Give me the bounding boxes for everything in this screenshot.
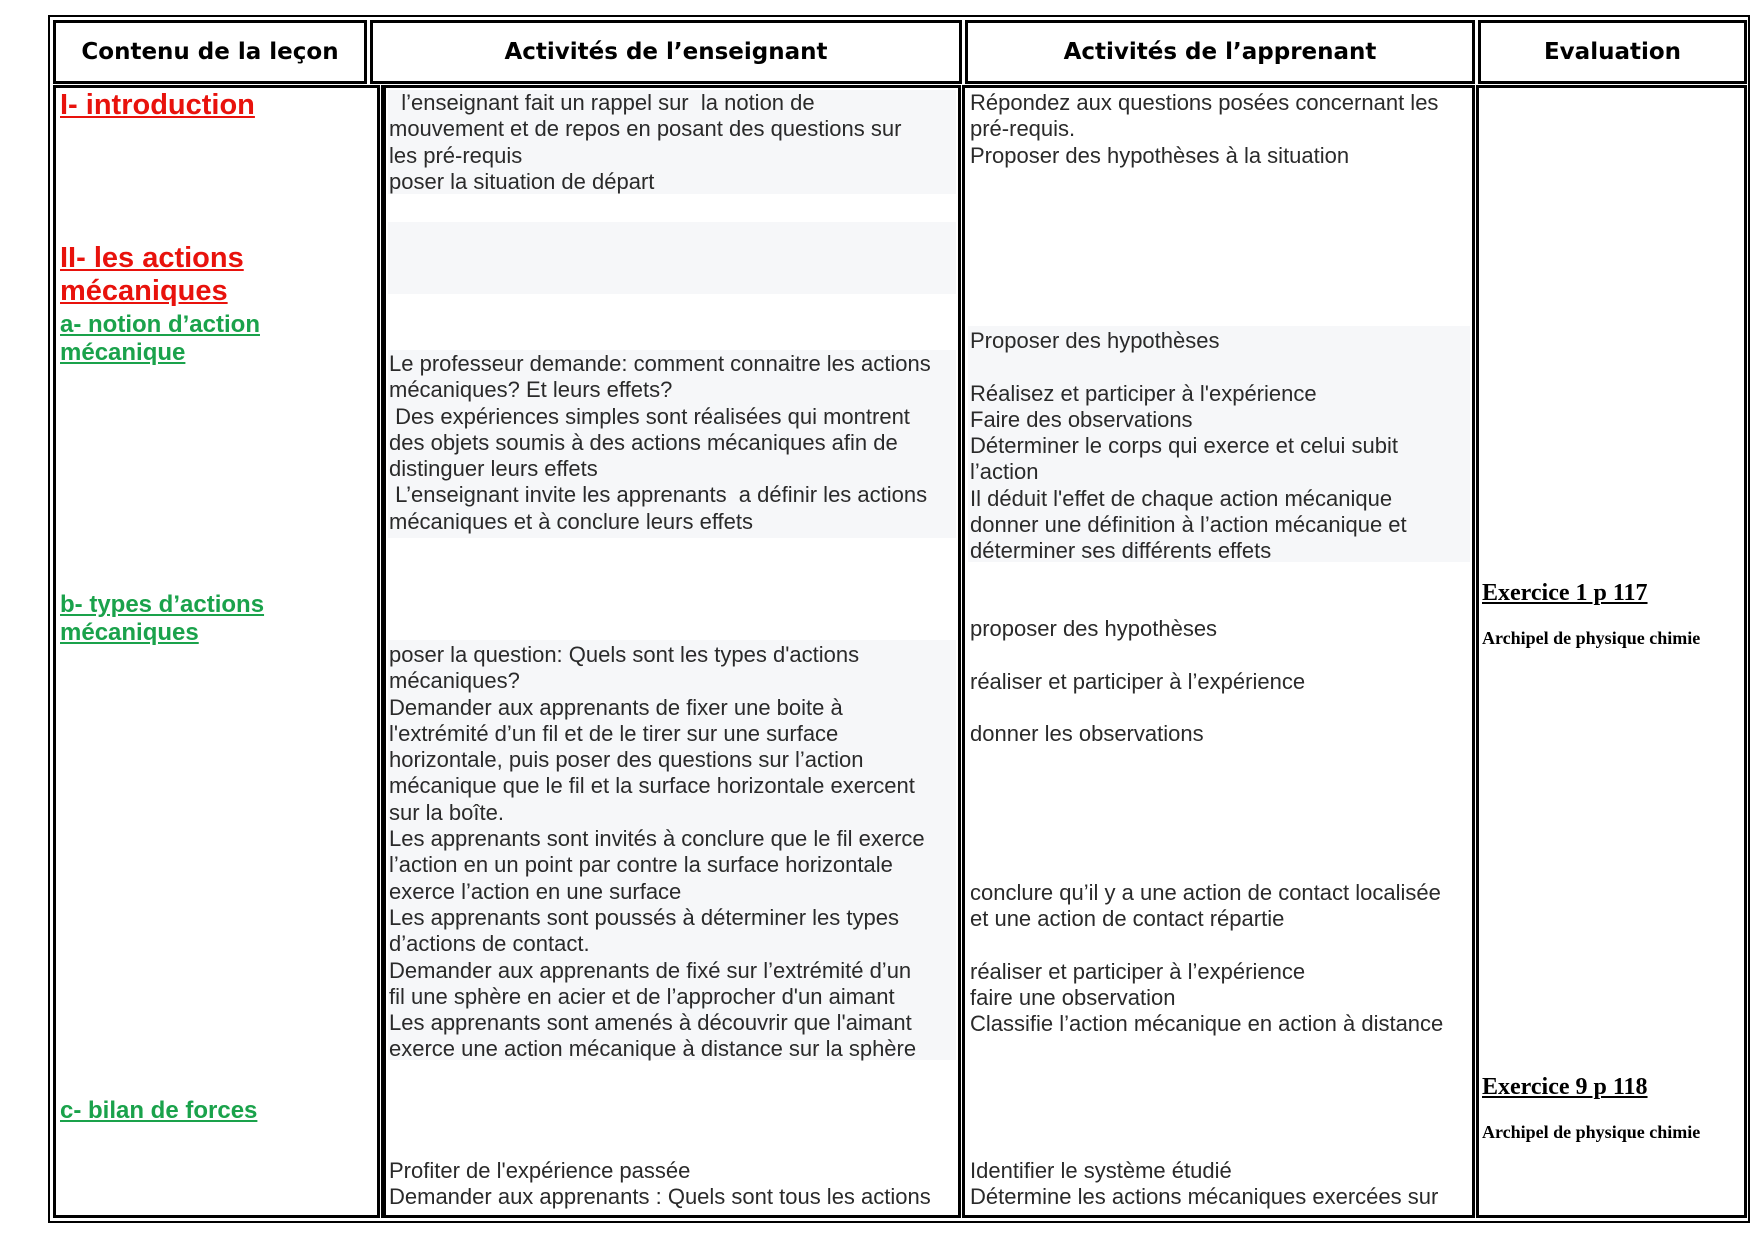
header-contenu-label: Contenu de la leçon (81, 39, 339, 65)
header-evaluation (1478, 20, 1747, 84)
subsection-notion-line1: a- notion d’action (60, 311, 260, 338)
text-line: Profiter de l'expérience passée (389, 1158, 691, 1183)
apprenant-block-5 (970, 1158, 1438, 1211)
text-line: l’enseignant fait un rappel sur la notion de (389, 90, 815, 115)
section-actions-line2: mécaniques (60, 275, 228, 307)
text-line: déterminer ses différents effets (970, 538, 1272, 564)
text-line: poser la situation de départ (389, 168, 655, 194)
text-line: exerce l’action en une surface (389, 878, 682, 904)
header-apprenant-label: Activités de l’apprenant (1063, 39, 1377, 65)
exercise-1-title: Exercice 1 p 117 (1482, 580, 1648, 606)
text-line: des objets soumis à des actions mécaniques afin de (389, 429, 898, 455)
header-apprenant (965, 20, 1475, 84)
text-line: conclure qu’il y a une action de contact localisée (970, 880, 1441, 905)
text-line: donner une définition à l’action mécanique et (970, 512, 1407, 538)
text-line: Des expériences simples sont réalisées qui montrent (389, 403, 910, 429)
text-line: Réalisez et participer à l'expérience (970, 380, 1317, 406)
section-actions-line1: II- les actions (60, 242, 244, 274)
apprenant-block-2 (970, 328, 1407, 565)
text-line: mouvement et de repos en posant des questions sur (389, 116, 902, 142)
text-line: Proposer des hypothèses (970, 328, 1220, 353)
text-line: Faire des observations (970, 406, 1193, 432)
header-contenu (53, 20, 367, 84)
enseignant-block-4 (389, 1158, 931, 1211)
text-line: et une action de contact répartie (970, 906, 1285, 932)
text-line (970, 933, 1443, 959)
text-line: L’enseignant invite les apprenants a définir les actions (389, 482, 928, 508)
text-line: Déterminer le corps qui exerce et celui subit (970, 433, 1398, 459)
text-line: Proposer des hypothèses à la situation (970, 142, 1350, 168)
text-line: Identifier le système étudié (970, 1158, 1232, 1183)
text-line: Les apprenants sont invités à conclure que le fil exerce (389, 826, 925, 852)
text-line: exerce une action mécanique à distance sur la sphère (389, 1036, 917, 1062)
text-line: réaliser et participer à l’expérience (970, 958, 1306, 984)
subsection-notion (60, 311, 260, 367)
text-line: Répondez aux questions posées concernant les (970, 90, 1439, 115)
apprenant-block-4 (970, 880, 1443, 1038)
text-line: fil une sphère en acier et de l’approcher d'un aimant (389, 983, 895, 1009)
text-line: mécaniques? Et leurs effets? (389, 377, 673, 403)
text-line: Demander aux apprenants : Quels sont tous les actions (389, 1184, 931, 1210)
text-line: Classifie l’action mécanique en action à distance (970, 1011, 1444, 1037)
text-line: réaliser et participer à l’expérience (970, 668, 1306, 694)
enseignant-block-2 (389, 351, 931, 535)
text-line: l'extrémité d’un fil et de le tirer sur une surface (389, 720, 839, 746)
text-line: les pré-requis (389, 142, 523, 168)
exercise-2-source: Archipel de physique chimie (1482, 1122, 1701, 1142)
apprenant-block-1 (970, 90, 1438, 169)
cell-evaluation (1476, 85, 1747, 1218)
shade-enseignant-2 (388, 222, 956, 294)
text-line: Le professeur demande: comment connaitre les actions (389, 351, 931, 376)
text-line: donner les observations (970, 721, 1204, 747)
text-line: l’action en un point par contre la surface horizontale (389, 852, 893, 878)
header-enseignant (370, 20, 962, 84)
exercise-1-source: Archipel de physique chimie (1482, 628, 1701, 648)
text-line: Demander aux apprenants de fixer une boite à (389, 694, 843, 720)
text-line (970, 354, 1407, 380)
text-line: Les apprenants sont amenés à découvrir que l'aimant (389, 1010, 912, 1036)
text-line: poser la question: Quels sont les types d'actions (389, 642, 860, 667)
text-line: l’action (970, 459, 1039, 485)
apprenant-block-3 (970, 616, 1305, 747)
text-line: Les apprenants sont poussés à déterminer les types (389, 904, 899, 930)
text-line (970, 642, 1305, 668)
text-line: mécanique que le fil et la surface horizontale exercent (389, 773, 915, 799)
subsection-bilan (60, 1097, 257, 1125)
header-evaluation-label: Evaluation (1543, 39, 1682, 65)
subsection-types-line1: b- types d’actions (60, 591, 265, 618)
section-introduction (60, 89, 255, 122)
subsection-notion-line2: mécanique (60, 339, 186, 366)
text-line: sur la boîte. (389, 799, 504, 825)
text-line: faire une observation (970, 985, 1176, 1011)
section-actions-mecaniques (60, 242, 244, 308)
text-line: Demander aux apprenants de fixé sur l’extrémité d’un (389, 957, 912, 983)
section-introduction-text: I- introduction (60, 89, 255, 121)
subsection-bilan-line1: c- bilan de forces (60, 1097, 258, 1124)
text-line: pré-requis. (970, 116, 1076, 142)
text-line: Il déduit l'effet de chaque action mécanique (970, 485, 1393, 511)
text-line: proposer des hypothèses (970, 616, 1218, 641)
subsection-types (60, 591, 264, 647)
text-line (970, 695, 1305, 721)
text-line: d’actions de contact. (389, 931, 590, 957)
enseignant-block-1 (389, 90, 901, 195)
header-enseignant-label: Activités de l’enseignant (504, 39, 828, 65)
text-line: mécaniques et à conclure leurs effets (389, 508, 754, 534)
text-line: horizontale, puis poser des questions sur l’action (389, 747, 864, 773)
text-line: Détermine les actions mécaniques exercées sur (970, 1184, 1439, 1210)
text-line: distinguer leurs effets (389, 456, 598, 482)
exercise-2-title: Exercice 9 p 118 (1482, 1074, 1648, 1100)
text-line: mécaniques? (389, 668, 520, 694)
subsection-types-line2: mécaniques (60, 619, 199, 646)
enseignant-block-3 (389, 642, 925, 1063)
